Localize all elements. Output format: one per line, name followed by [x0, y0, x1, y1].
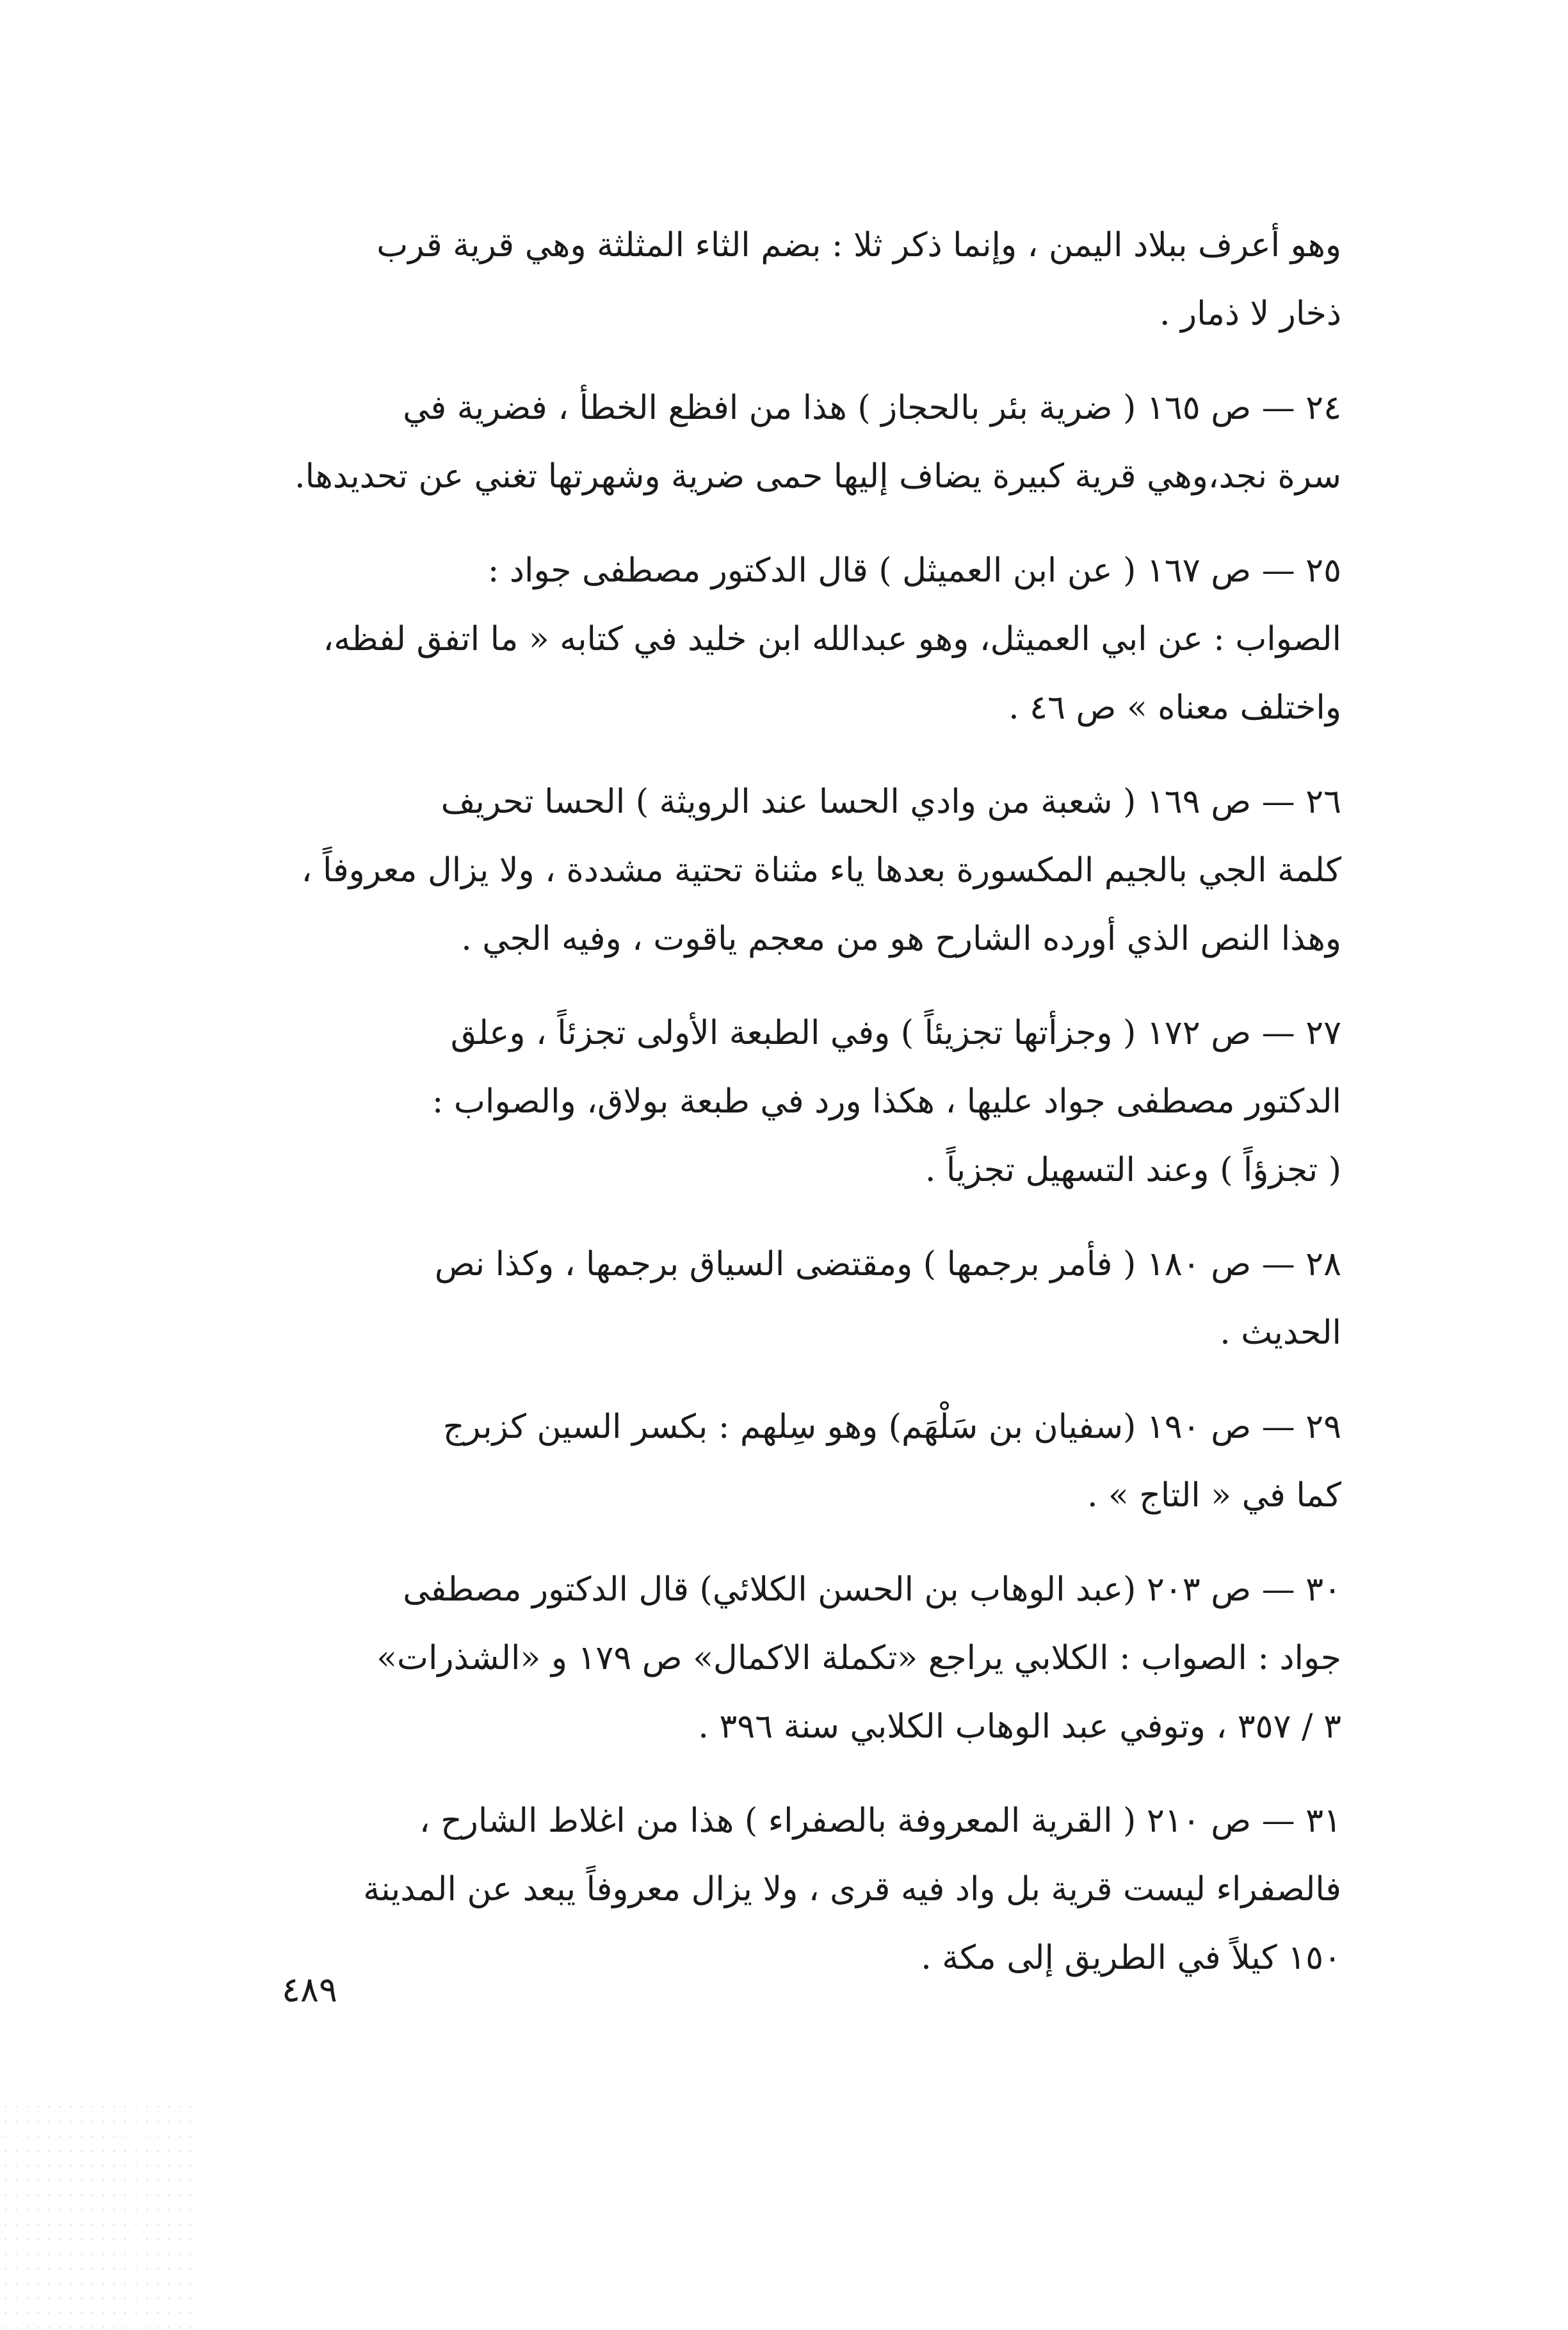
text-line: ١٥٠ كيلاً في الطريق إلى مكة .	[921, 1939, 1341, 1977]
text-line: ٣٠ — ص ٢٠٣ (عبد الوهاب بن الحسن الكلائي) قال الدكتور مصطفى	[403, 1570, 1341, 1609]
text-line: ٢٥ — ص ١٦٧ ( عن ابن العميثل ) قال الدكتور مصطفى جواد :	[487, 551, 1341, 590]
paragraph	[227, 1556, 1341, 1761]
paragraph	[227, 374, 1341, 511]
page-number: ٤٨٩	[282, 1969, 338, 2010]
text-line: ٢٧ — ص ١٧٢ ( وجزأتها تجزيئاً ) وفي الطبعة الأولى تجزئاً ، وعلق	[450, 1014, 1341, 1052]
paragraph	[227, 999, 1341, 1205]
text-line: وهو أعرف ببلاد اليمن ، وإنما ذكر ثلا : بضم الثاء المثلثة وهي قرية قرب	[376, 226, 1341, 265]
text-line: الصواب : عن ابي العميثل، وهو عبدالله ابن خليد في كتابه « ما اتفق لفظه،	[323, 620, 1341, 658]
scan-noise	[0, 2099, 192, 2330]
text-line: ٣ / ٣٥٧ ، وتوفي عبد الوهاب الكلابي سنة ٣٩٦ .	[698, 1707, 1341, 1746]
text-line: كما في « التاج » .	[1087, 1476, 1341, 1515]
text-line: فالصفراء ليست قرية بل واد فيه قرى ، ولا يزال معروفاً يبعد عن المدينة	[363, 1870, 1341, 1909]
paragraph	[227, 1393, 1341, 1530]
text-line: ٢٤ — ص ١٦٥ ( ضرية بئر بالحجاز ) هذا من افظع الخطأ ، فضرية في	[403, 389, 1341, 427]
text-line: وهذا النص الذي أورده الشارح هو من معجم ياقوت ، وفيه الجي .	[461, 920, 1341, 958]
text-line: كلمة الجي بالجيم المكسورة بعدها ياء مثناة تحتية مشددة ، ولا يزال معروفاً ،	[301, 851, 1341, 890]
text-line: واختلف معناه » ص ٤٦ .	[1008, 688, 1341, 727]
text-line: الدكتور مصطفى جواد عليها ، هكذا ورد في طبعة بولاق، والصواب :	[432, 1082, 1341, 1121]
text-line: ٢٦ — ص ١٦٩ ( شعبة من وادي الحسا عند الرويثة ) الحسا تحريف	[440, 783, 1341, 821]
text-line: الحديث .	[1220, 1314, 1341, 1352]
text-line: ٢٨ — ص ١٨٠ ( فأمر برجمها ) ومقتضى السياق برجمها ، وكذا نص	[434, 1245, 1341, 1283]
paragraph	[227, 1230, 1341, 1367]
paragraph	[227, 211, 1341, 348]
page-body	[227, 211, 1341, 2018]
text-line: ٢٩ — ص ١٩٠ (سفيان بن سَلْهَم) وهو سِلهم : بكسر السين كزبرج	[442, 1408, 1341, 1446]
text-line: ٣١ — ص ٢١٠ ( القرية المعروفة بالصفراء ) هذا من اغلاط الشارح ،	[419, 1802, 1341, 1840]
text-line: جواد : الصواب : الكلابي يراجع «تكملة الاكمال» ص ١٧٩ و «الشذرات»	[376, 1639, 1341, 1677]
paragraph	[227, 1787, 1341, 1992]
text-line: سرة نجد،وهي قرية كبيرة يضاف إليها حمى ضرية وشهرتها تغني عن تحديدها.	[295, 457, 1341, 496]
text-line: ذخار لا ذمار .	[1160, 295, 1341, 333]
text-line: ( تجزؤاً ) وعند التسهيل تجزياً .	[925, 1151, 1341, 1189]
paragraph	[227, 537, 1341, 742]
paragraph	[227, 768, 1341, 974]
